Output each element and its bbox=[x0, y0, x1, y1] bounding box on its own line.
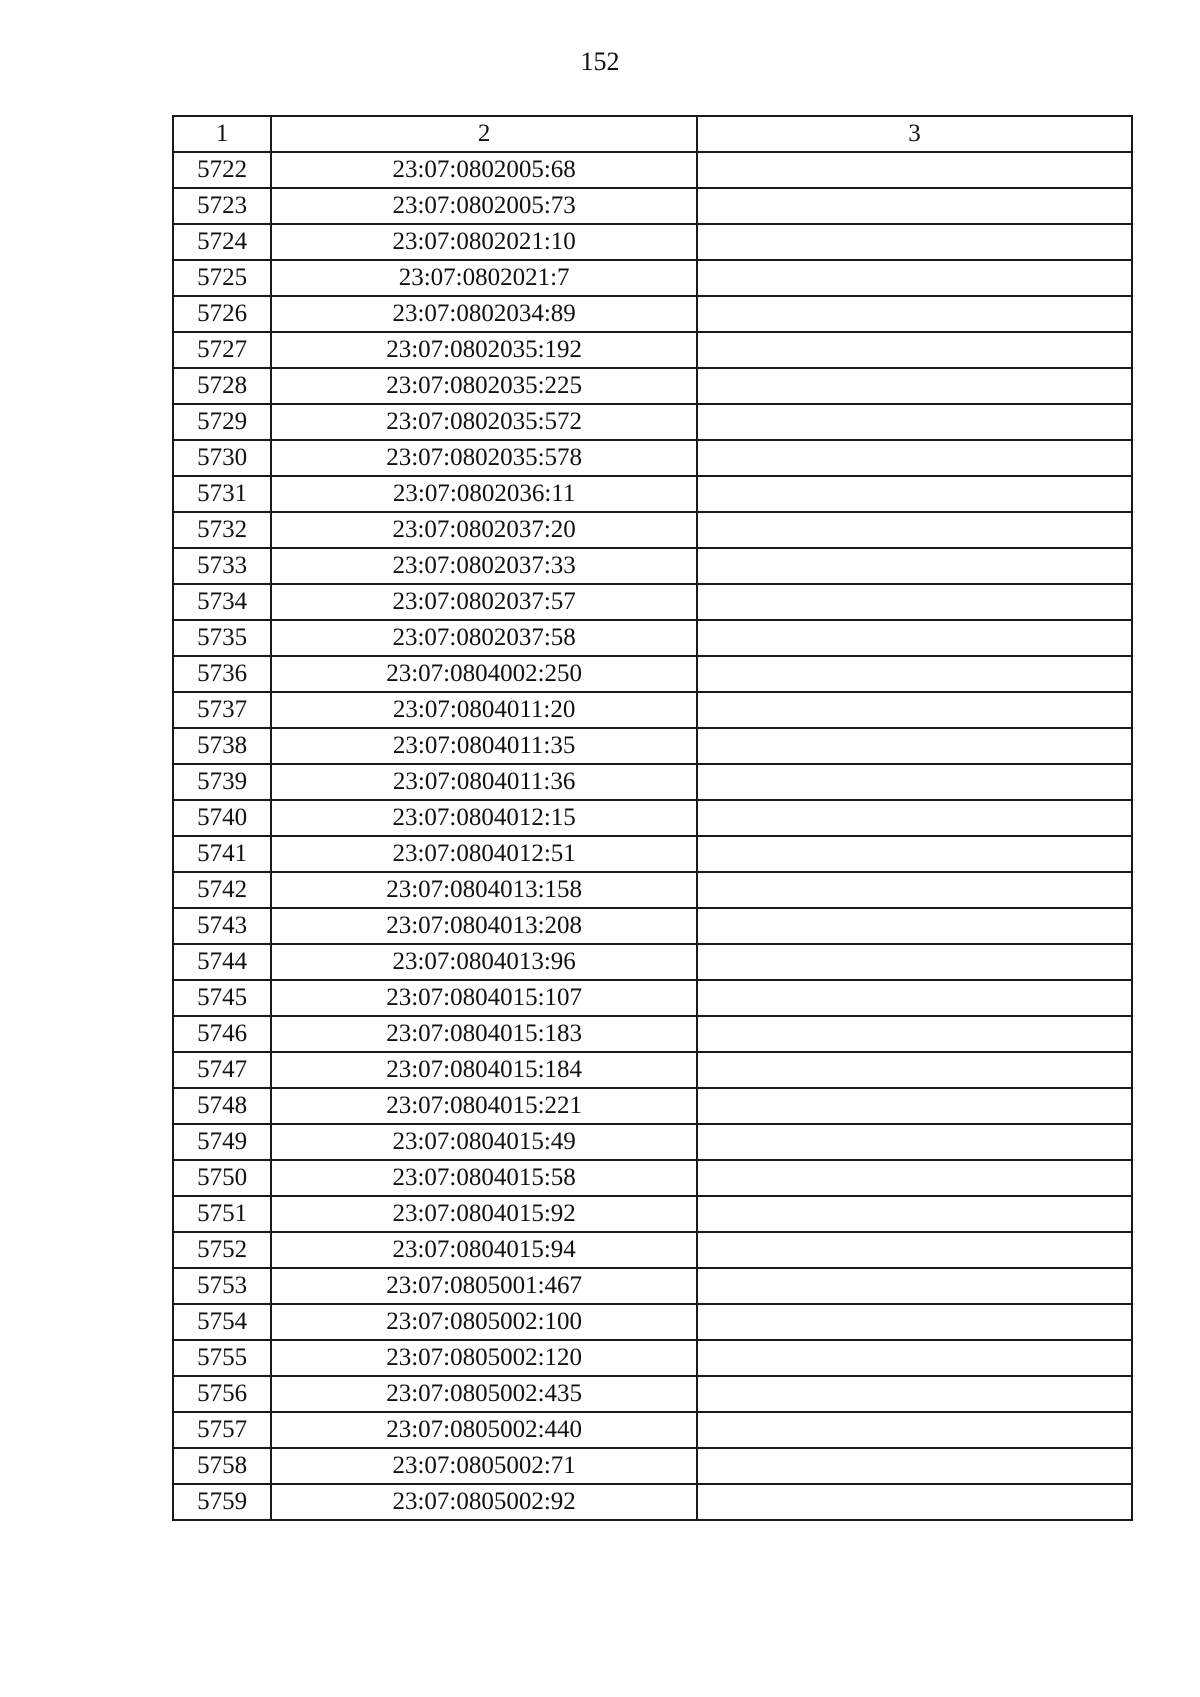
table-row bbox=[173, 872, 1132, 908]
cadastral-number-cell: 23:07:0802005:68 bbox=[271, 152, 697, 188]
cadastral-number-cell: 23:07:0804015:94 bbox=[271, 1232, 697, 1268]
notes-cell bbox=[697, 1412, 1132, 1448]
cadastral-number-cell: 23:07:0802037:58 bbox=[271, 620, 697, 656]
row-number-cell: 5738 bbox=[173, 728, 271, 764]
notes-cell bbox=[697, 1304, 1132, 1340]
cadastral-number-cell: 23:07:0804015:221 bbox=[271, 1088, 697, 1124]
table-header-row bbox=[173, 116, 1132, 152]
table-row bbox=[173, 1484, 1132, 1520]
table-row bbox=[173, 1268, 1132, 1304]
table-row bbox=[173, 980, 1132, 1016]
column-header-3: 3 bbox=[697, 116, 1132, 152]
notes-cell bbox=[697, 512, 1132, 548]
cadastral-number-cell: 23:07:0804015:107 bbox=[271, 980, 697, 1016]
row-number-cell: 5728 bbox=[173, 368, 271, 404]
cadastral-number-cell: 23:07:0802035:572 bbox=[271, 404, 697, 440]
row-number-cell: 5746 bbox=[173, 1016, 271, 1052]
cadastral-number-cell: 23:07:0805002:435 bbox=[271, 1376, 697, 1412]
cadastral-number-cell: 23:07:0804015:183 bbox=[271, 1016, 697, 1052]
notes-cell bbox=[697, 1124, 1132, 1160]
notes-cell bbox=[697, 944, 1132, 980]
cadastral-number-cell: 23:07:0802036:11 bbox=[271, 476, 697, 512]
notes-cell bbox=[697, 1376, 1132, 1412]
row-number-cell: 5732 bbox=[173, 512, 271, 548]
notes-cell bbox=[697, 152, 1132, 188]
notes-cell bbox=[697, 1052, 1132, 1088]
table-row bbox=[173, 1304, 1132, 1340]
cadastral-number-cell: 23:07:0804013:158 bbox=[271, 872, 697, 908]
table-row bbox=[173, 656, 1132, 692]
table-row bbox=[173, 1160, 1132, 1196]
table-row bbox=[173, 692, 1132, 728]
notes-cell bbox=[697, 1016, 1132, 1052]
cadastral-number-cell: 23:07:0804011:35 bbox=[271, 728, 697, 764]
cadastral-number-cell: 23:07:0802037:20 bbox=[271, 512, 697, 548]
table-body bbox=[173, 152, 1132, 1520]
cadastral-number-cell: 23:07:0804015:184 bbox=[271, 1052, 697, 1088]
row-number-cell: 5740 bbox=[173, 800, 271, 836]
row-number-cell: 5722 bbox=[173, 152, 271, 188]
table-row bbox=[173, 1088, 1132, 1124]
notes-cell bbox=[697, 188, 1132, 224]
notes-cell bbox=[697, 728, 1132, 764]
notes-cell bbox=[697, 476, 1132, 512]
table-row bbox=[173, 908, 1132, 944]
cadastral-number-cell: 23:07:0805002:100 bbox=[271, 1304, 697, 1340]
table-row bbox=[173, 404, 1132, 440]
row-number-cell: 5754 bbox=[173, 1304, 271, 1340]
cadastral-number-cell: 23:07:0804015:58 bbox=[271, 1160, 697, 1196]
cadastral-number-cell: 23:07:0804011:20 bbox=[271, 692, 697, 728]
notes-cell bbox=[697, 1088, 1132, 1124]
row-number-cell: 5752 bbox=[173, 1232, 271, 1268]
row-number-cell: 5755 bbox=[173, 1340, 271, 1376]
table-row bbox=[173, 1448, 1132, 1484]
cadastral-number-cell: 23:07:0804012:15 bbox=[271, 800, 697, 836]
cadastral-number-cell: 23:07:0802037:57 bbox=[271, 584, 697, 620]
row-number-cell: 5729 bbox=[173, 404, 271, 440]
row-number-cell: 5726 bbox=[173, 296, 271, 332]
page-number: 152 bbox=[580, 47, 620, 76]
table-row bbox=[173, 260, 1132, 296]
row-number-cell: 5745 bbox=[173, 980, 271, 1016]
cadastral-number-cell: 23:07:0802021:7 bbox=[271, 260, 697, 296]
cadastral-number-cell: 23:07:0804011:36 bbox=[271, 764, 697, 800]
row-number-cell: 5734 bbox=[173, 584, 271, 620]
column-header-1: 1 bbox=[173, 116, 271, 152]
table-row bbox=[173, 224, 1132, 260]
row-number-cell: 5724 bbox=[173, 224, 271, 260]
cadastral-number-cell: 23:07:0805002:71 bbox=[271, 1448, 697, 1484]
notes-cell bbox=[697, 1160, 1132, 1196]
row-number-cell: 5749 bbox=[173, 1124, 271, 1160]
table-row bbox=[173, 1412, 1132, 1448]
notes-cell bbox=[697, 1340, 1132, 1376]
notes-cell bbox=[697, 224, 1132, 260]
notes-cell bbox=[697, 1484, 1132, 1520]
notes-cell bbox=[697, 764, 1132, 800]
row-number-cell: 5756 bbox=[173, 1376, 271, 1412]
notes-cell bbox=[697, 1268, 1132, 1304]
table-row bbox=[173, 1232, 1132, 1268]
cadastral-number-cell: 23:07:0802035:225 bbox=[271, 368, 697, 404]
table-row bbox=[173, 728, 1132, 764]
notes-cell bbox=[697, 368, 1132, 404]
cadastral-number-cell: 23:07:0805002:92 bbox=[271, 1484, 697, 1520]
notes-cell bbox=[697, 836, 1132, 872]
notes-cell bbox=[697, 296, 1132, 332]
notes-cell bbox=[697, 800, 1132, 836]
notes-cell bbox=[697, 1196, 1132, 1232]
notes-cell bbox=[697, 908, 1132, 944]
row-number-cell: 5739 bbox=[173, 764, 271, 800]
cadastral-number-cell: 23:07:0804013:208 bbox=[271, 908, 697, 944]
row-number-cell: 5741 bbox=[173, 836, 271, 872]
table-row bbox=[173, 188, 1132, 224]
table-row bbox=[173, 548, 1132, 584]
notes-cell bbox=[697, 584, 1132, 620]
row-number-cell: 5735 bbox=[173, 620, 271, 656]
cadastral-number-cell: 23:07:0805002:440 bbox=[271, 1412, 697, 1448]
cadastral-number-cell: 23:07:0805002:120 bbox=[271, 1340, 697, 1376]
cadastral-number-cell: 23:07:0802034:89 bbox=[271, 296, 697, 332]
column-header-2: 2 bbox=[271, 116, 697, 152]
row-number-cell: 5743 bbox=[173, 908, 271, 944]
table-row bbox=[173, 368, 1132, 404]
row-number-cell: 5733 bbox=[173, 548, 271, 584]
table-row bbox=[173, 764, 1132, 800]
notes-cell bbox=[697, 1448, 1132, 1484]
notes-cell bbox=[697, 872, 1132, 908]
table-row bbox=[173, 440, 1132, 476]
cadastral-number-cell: 23:07:0804015:92 bbox=[271, 1196, 697, 1232]
notes-cell bbox=[697, 1232, 1132, 1268]
table-row bbox=[173, 332, 1132, 368]
notes-cell bbox=[697, 332, 1132, 368]
notes-cell bbox=[697, 404, 1132, 440]
table-row bbox=[173, 584, 1132, 620]
table-row bbox=[173, 1016, 1132, 1052]
row-number-cell: 5759 bbox=[173, 1484, 271, 1520]
cadastral-number-cell: 23:07:0802035:578 bbox=[271, 440, 697, 476]
table-row bbox=[173, 296, 1132, 332]
notes-cell bbox=[697, 548, 1132, 584]
table-row bbox=[173, 1124, 1132, 1160]
row-number-cell: 5751 bbox=[173, 1196, 271, 1232]
table-row bbox=[173, 944, 1132, 980]
notes-cell bbox=[697, 440, 1132, 476]
cadastral-table bbox=[172, 115, 1133, 1521]
row-number-cell: 5757 bbox=[173, 1412, 271, 1448]
table-row bbox=[173, 512, 1132, 548]
row-number-cell: 5753 bbox=[173, 1268, 271, 1304]
notes-cell bbox=[697, 620, 1132, 656]
row-number-cell: 5750 bbox=[173, 1160, 271, 1196]
notes-cell bbox=[697, 980, 1132, 1016]
row-number-cell: 5737 bbox=[173, 692, 271, 728]
row-number-cell: 5725 bbox=[173, 260, 271, 296]
cadastral-number-cell: 23:07:0804015:49 bbox=[271, 1124, 697, 1160]
table-row bbox=[173, 836, 1132, 872]
row-number-cell: 5736 bbox=[173, 656, 271, 692]
row-number-cell: 5744 bbox=[173, 944, 271, 980]
cadastral-number-cell: 23:07:0802037:33 bbox=[271, 548, 697, 584]
cadastral-number-cell: 23:07:0802021:10 bbox=[271, 224, 697, 260]
table-row bbox=[173, 152, 1132, 188]
row-number-cell: 5730 bbox=[173, 440, 271, 476]
table-row bbox=[173, 476, 1132, 512]
row-number-cell: 5731 bbox=[173, 476, 271, 512]
row-number-cell: 5727 bbox=[173, 332, 271, 368]
table-row bbox=[173, 1196, 1132, 1232]
cadastral-number-cell: 23:07:0802005:73 bbox=[271, 188, 697, 224]
notes-cell bbox=[697, 692, 1132, 728]
cadastral-number-cell: 23:07:0804013:96 bbox=[271, 944, 697, 980]
row-number-cell: 5758 bbox=[173, 1448, 271, 1484]
row-number-cell: 5748 bbox=[173, 1088, 271, 1124]
cadastral-number-cell: 23:07:0805001:467 bbox=[271, 1268, 697, 1304]
notes-cell bbox=[697, 260, 1132, 296]
notes-cell bbox=[697, 656, 1132, 692]
row-number-cell: 5723 bbox=[173, 188, 271, 224]
table-row bbox=[173, 620, 1132, 656]
cadastral-number-cell: 23:07:0804012:51 bbox=[271, 836, 697, 872]
row-number-cell: 5747 bbox=[173, 1052, 271, 1088]
table-row bbox=[173, 1340, 1132, 1376]
table-row bbox=[173, 800, 1132, 836]
table-row bbox=[173, 1376, 1132, 1412]
cadastral-number-cell: 23:07:0804002:250 bbox=[271, 656, 697, 692]
row-number-cell: 5742 bbox=[173, 872, 271, 908]
cadastral-number-cell: 23:07:0802035:192 bbox=[271, 332, 697, 368]
table-row bbox=[173, 1052, 1132, 1088]
